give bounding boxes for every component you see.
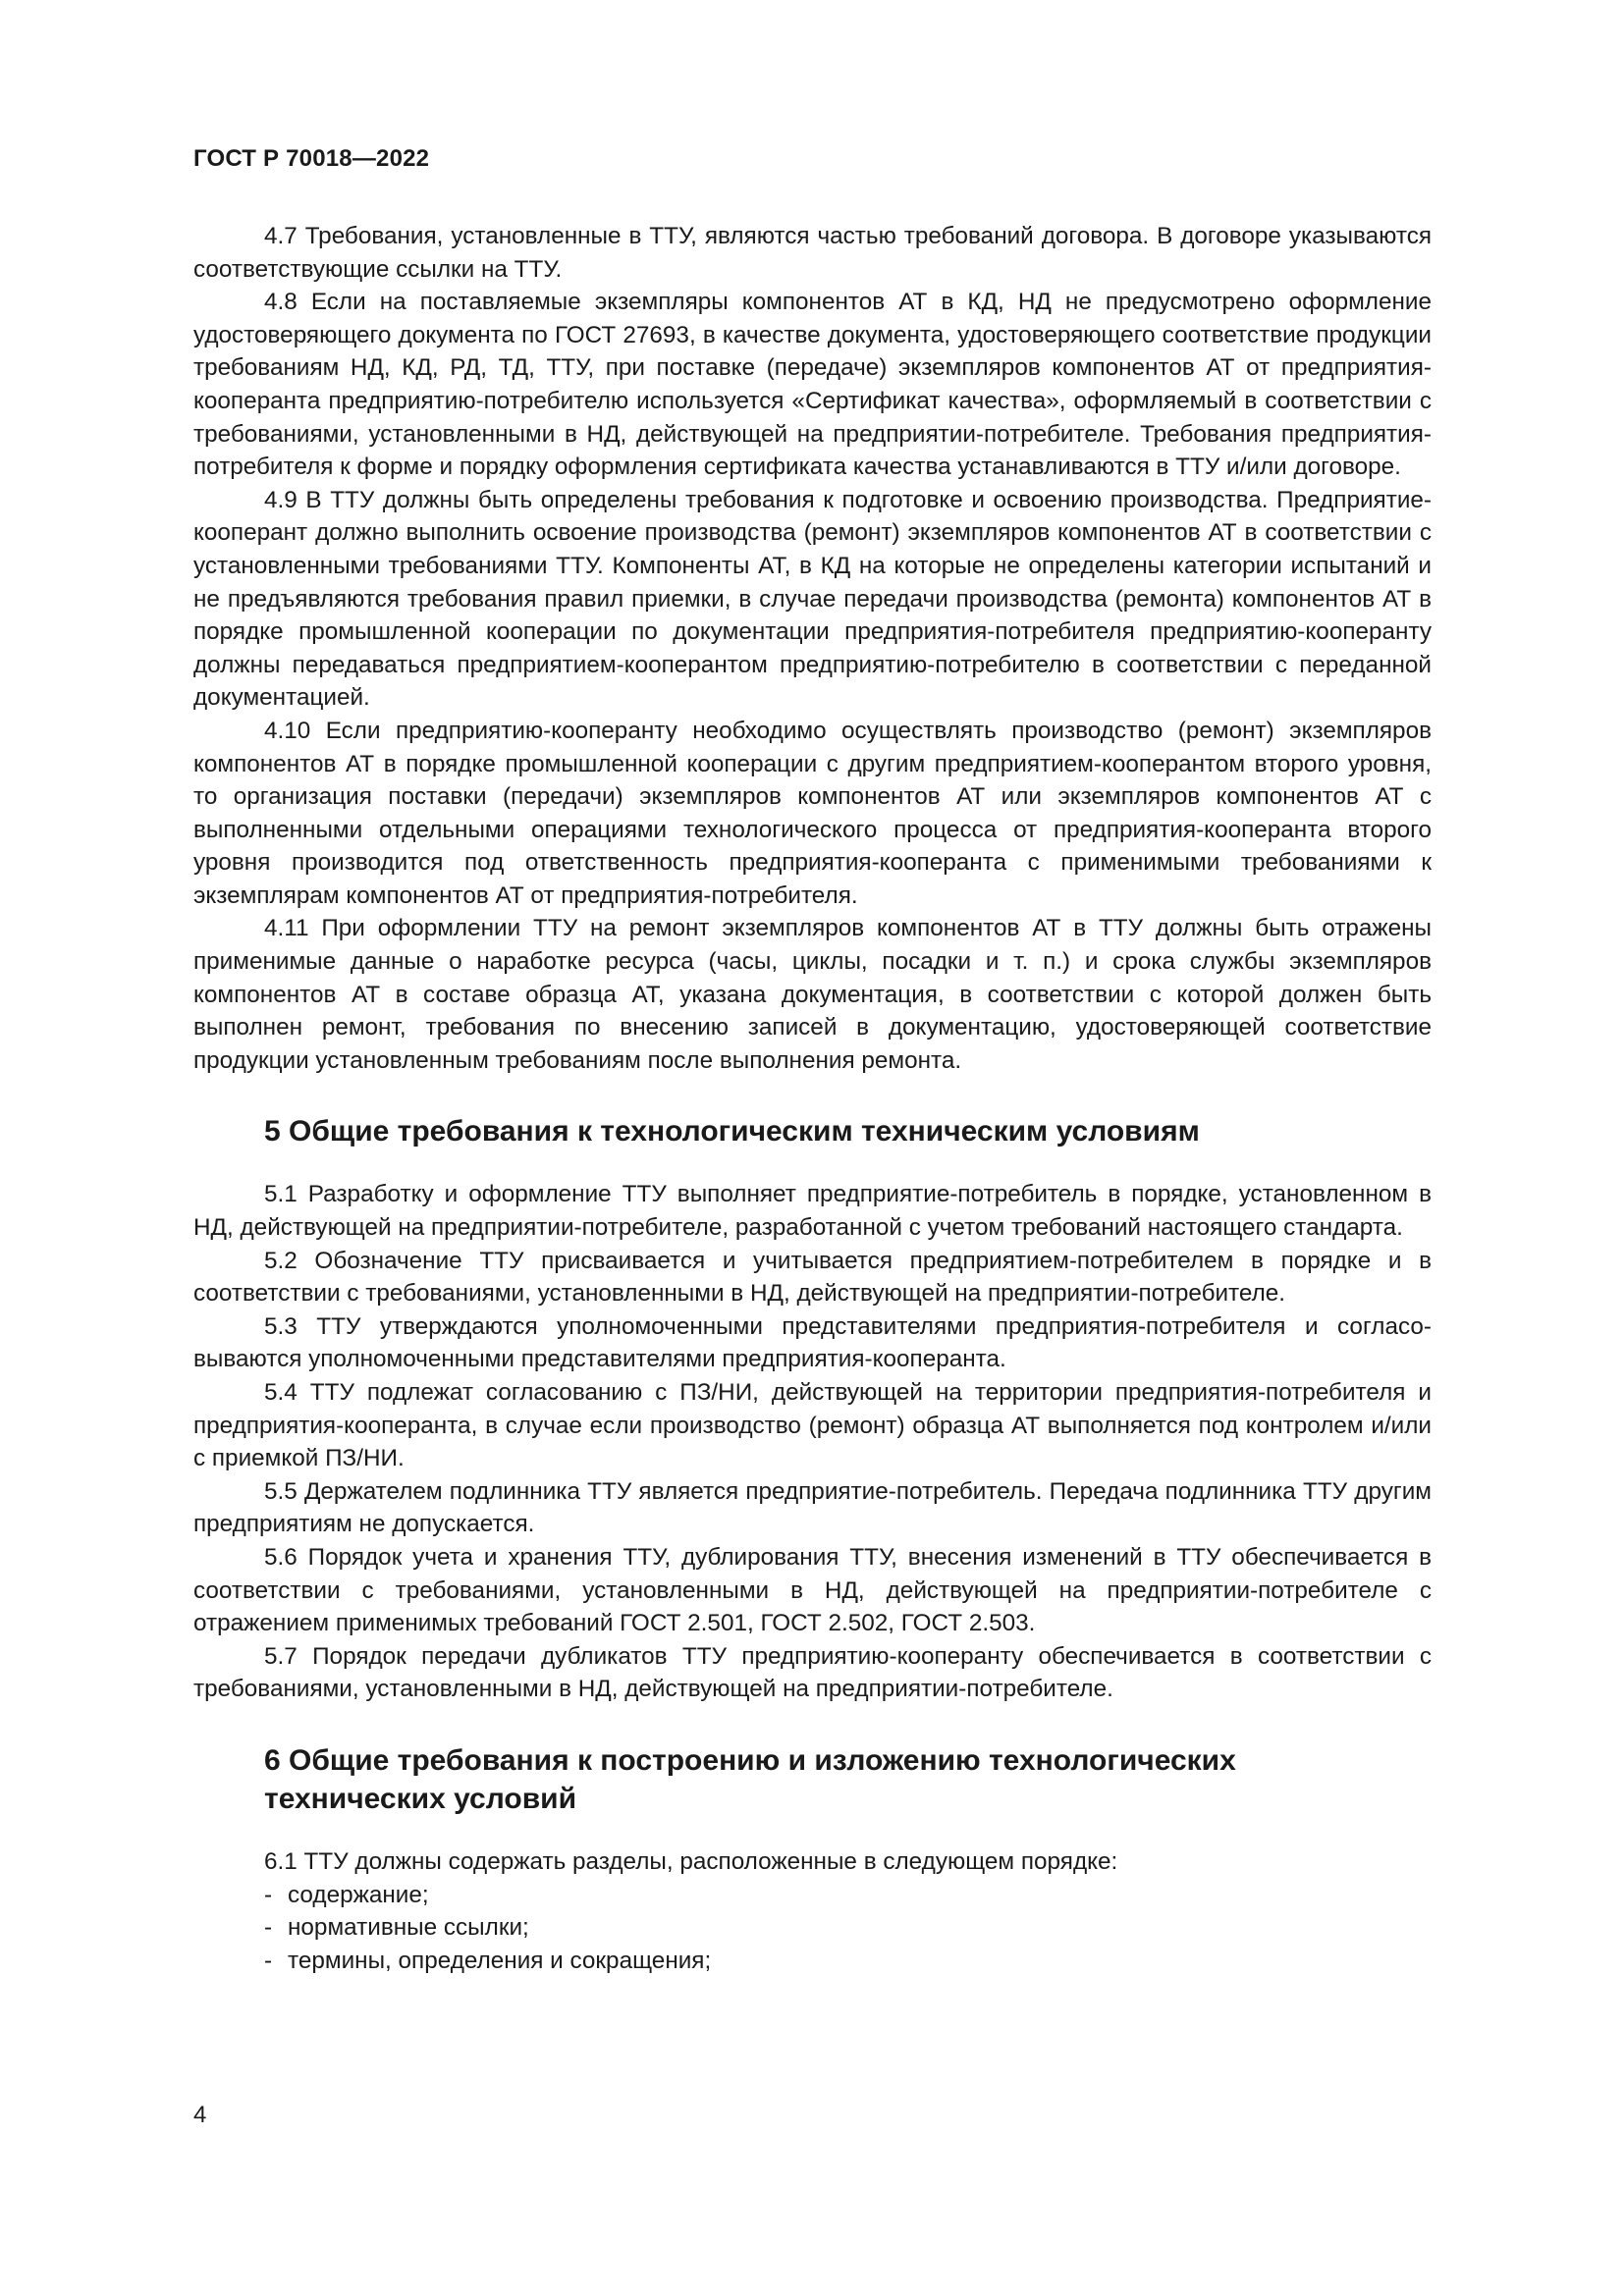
clause-5-3: 5.3 ТТУ утверждаются уполномоченными представителями предприятия-потребителя и согласовываются уполномоченными представителями предприятия-кооперанта. [193,1312,1432,1373]
list-item-text: содержание; [288,1881,429,1908]
clause-5-6: 5.6 Порядок учета и хранения ТТУ, дублирования ТТУ, внесения изменений в ТТУ обеспечивается в соответствии с требованиями, установленными в НД, действующей на предприятии-потребителе с отражением применимых требований ГОСТ 2.501, ГОСТ 2.502, ГОСТ 2.503. [193,1543,1432,1637]
section-5-heading: 5 Общие требования к технологическим техническим условиям [264,1115,1200,1148]
page-number: 4 [193,2102,207,2128]
section-6-heading-line-2: технических условий [264,1782,577,1815]
clause-5-7: 5.7 Порядок передачи дубликатов ТТУ предприятию-кооперанту обеспечивается в соответствии с требованиями, установленными в НД, действующей на предприятии-потребителе. [193,1642,1432,1703]
clause-5-1: 5.1 Разработку и оформление ТТУ выполняет предприятие-потребитель в порядке, установленном в НД, действующей на предприятии-потребителе, разработанной с учетом требований настоящего стандарта. [193,1181,1432,1242]
section-6-heading-line-1: 6 Общие требования к построению и изложению технологических [264,1743,1236,1777]
list-dash: - [264,1914,273,1942]
clause-4-11: 4.11 При оформлении ТТУ на ремонт экземпляров компонентов АТ в ТТУ должны быть отражены применимые данные о наработке ресурса (часы, циклы, посадки и т. п.) и срока службы экземпляров компонентов АТ в составе образца АТ, указана документация, в соответствии с которой должен быть выполнен ремонт, требования по внесению записей в документацию, удостоверяющей соответствие продукции установленным требованиям после выполнения ремонта. [193,915,1432,1074]
document-body [193,220,1432,1977]
clause-5-4: 5.4 ТТУ подлежат согласованию с ПЗ/НИ, действующей на территории предприятия-потребителя и предприятия-кооперанта, в случае если производство (ремонт) образца АТ выполняется под контролем и/или с приемкой ПЗ/НИ. [193,1379,1432,1472]
clause-5-2: 5.2 Обозначение ТТУ присваивается и учитывается предприятием-потребителем в порядке и в соответствии с требованиями, установленными в НД, действующей на предприятии-потребителе. [193,1247,1432,1308]
clause-5-5: 5.5 Держателем подлинника ТТУ является предприятие-потребитель. Передача подлинника ТТУ другим предприятиям не допускается. [193,1477,1432,1538]
list-dash: - [264,1947,273,1974]
list-dash: - [264,1881,273,1908]
standard-code-header: ГОСТ Р 70018—2022 [193,145,430,172]
list-item [193,1945,1432,1978]
clause-4-9: 4.9 В ТТУ должны быть определены требования к подготовке и освоению производства. Предприятие-кооперант должно выполнить освоение производства (ремонт) экземпляров компонентов АТ в соответствии с установленными требованиями ТТУ. Компоненты АТ, в КД на которые не определены категории испытаний и не предъявляются требования правил приемки, в случае передачи производства (ремонта) компонентов АТ в порядке промышленной кооперации по документации предприятия-потребителя предприятию-кооперанту должны передаваться предприятием-кооперантом предприятию-потребителю в соответствии с переданной документацией. [193,486,1432,712]
clause-4-10: 4.10 Если предприятию-кооперанту необходимо осуществлять производство (ремонт) экземпляров компонентов АТ в порядке промышленной кооперации с другим предприятием-кооперантом второго уровня, то организация поставки (передачи) экземпляров компонентов АТ или экземпляров компонентов АТ с выполненными отдельными операциями технологического процесса от предприятия-кооперанта второго уровня производится под ответственность предприятия-кооперанта с применимыми требованиями к экземплярам компонентов АТ от предприятия-потребителя. [193,717,1432,909]
list-item [193,1879,1432,1912]
list-item-text: термины, определения и сокращения; [288,1947,712,1974]
list-item [193,1911,1432,1945]
clause-6-1: 6.1 ТТУ должны содержать разделы, расположенные в следующем порядке: [264,1847,1118,1875]
section-6-heading [193,1741,1432,1818]
clause-4-8: 4.8 Если на поставляемые экземпляры компонентов АТ в КД, НД не предусмотрено оформление удостоверяющего документа по ГОСТ 27693, в качестве документа, удостоверяющего соответствие продукции требованиям НД, КД, РД, ТД, ТТУ, при поставке (передаче) экземпляров компонентов АТ от предприятия-кооперанта предприятию-потребителю используется «Сертификат качества», оформляемый в соответствии с требованиями, установленными в НД, действующей на предприятии-потребителе. Требования предприятия-потребителя к форме и порядку оформления сертификата качества устанавливаются в ТТУ и/или договоре. [193,289,1432,481]
section-list [193,1879,1432,1978]
clause-4-7: 4.7 Требования, установленные в ТТУ, являются частью требований договора. В договоре указываются соответствующие ссылки на ТТУ. [193,223,1432,283]
list-item-text: нормативные ссылки; [288,1914,529,1942]
